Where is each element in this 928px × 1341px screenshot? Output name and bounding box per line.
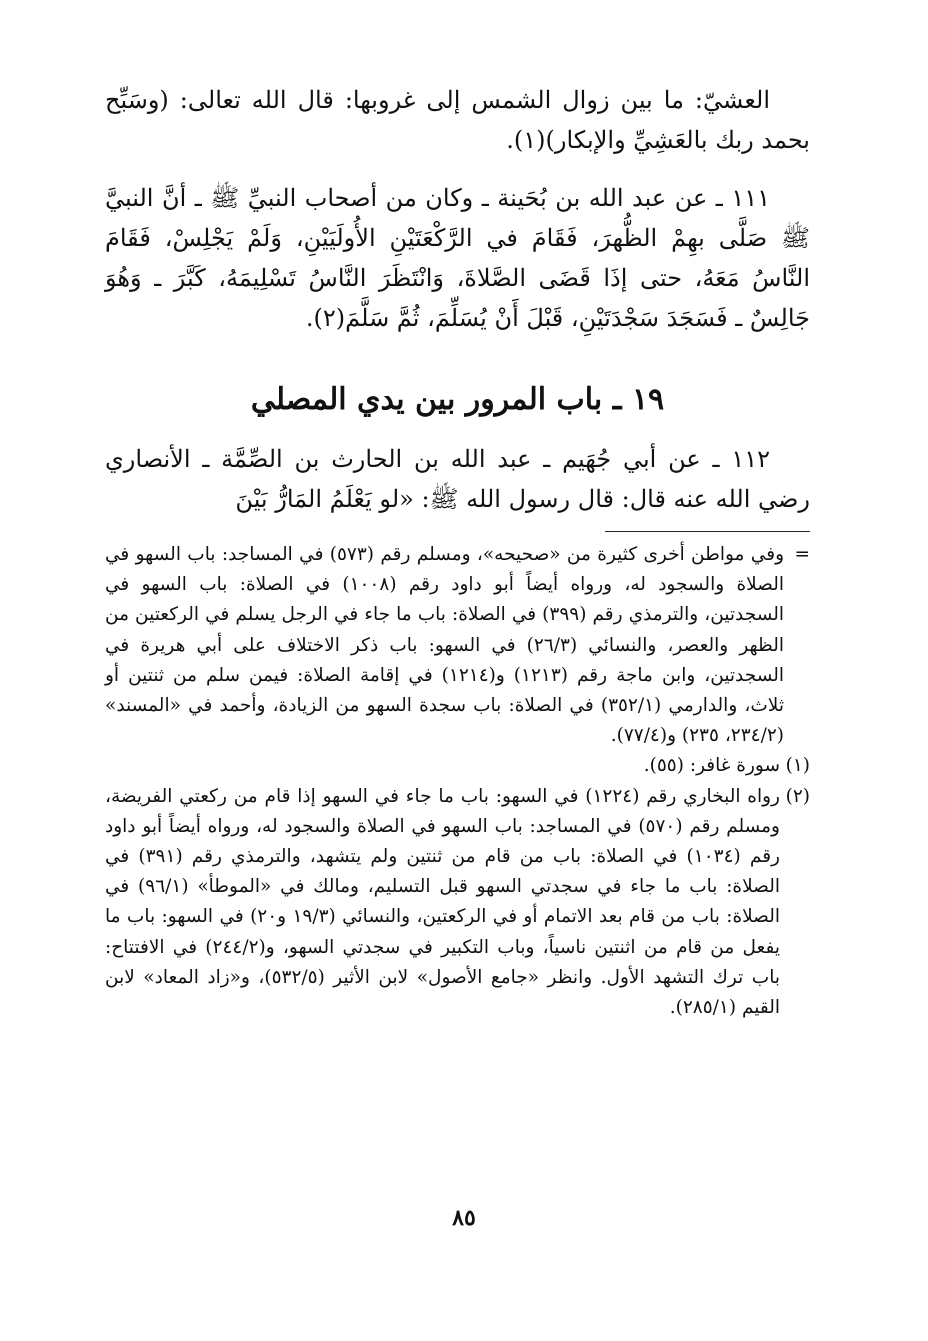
footnotes — [105, 540, 810, 1023]
hadith-111-text: ١١١ ـ عن عبد الله بن بُحَينة ـ وكان من أصحاب النبيِّ ﷺ ـ أنَّ النبيَّ ﷺ صَلَّى بهِمْ الظُّهرَ، فَقَامَ في الرَّكْعَتَيْنِ الأُولَيَيْنِ، وَلَمْ يَجْلِسْ، فَقَامَ النَّاسُ مَعَهُ، حتى إذَا قَضَى الصَّلاةَ، وَانْتَظَرَ النَّاسُ تَسْلِيمَهُ، كَبَّرَ ـ وَهُوَ جَالِسٌ ـ فَسَجَدَ سَجْدَتَيْنِ، قَبْلَ أَنْ يُسَلِّمَ، ثُمَّ سَلَّمَ(٢). — [105, 184, 810, 332]
continuation-mark: = — [794, 544, 810, 565]
footnote-divider — [605, 531, 810, 532]
hadith-112-text: ١١٢ ـ عن أبي جُهَيم ـ عبد الله بن الحارث بن الصِّمَّة ـ الأنصاري رضي الله عنه قال: قال رسول الله ﷺ: «لو يَعْلَمُ المَارُّ بَيْنَ — [105, 445, 810, 513]
footnote-2-text: رواه البخاري رقم (١٢٢٤) في السهو: باب ما جاء في السهو إذا قام من ركعتي الفريضة، ومسلم رقم (٥٧٠) في المساجد: باب السهو في الصلاة والسجود له، ورواه أيضاً أبو داود رقم (١٠٣٤) في الصلاة: باب من قام من ثنتين ولم يتشهد، والترمذي رقم (٣٩١) في الصلاة: باب ما جاء في سجدتي السهو قبل التسليم، ومالك في «الموطأ» (٩٦/١) في الصلاة: باب من قام بعد الاتمام أو في الركعتين، والنسائي (١٩/٣ و٢٠) في السهو: باب ما يفعل من قام من اثنتين ناسياً، وباب التكبير في سجدتي السهو، و(٢٤٤/٢) في الافتتاح: باب ترك التشهد الأول. وانظر «جامع الأصول» لابن الأثير (٥٣٢/٥)، و«زاد المعاد» لابن القيم (٢٨٥/١). — [105, 785, 780, 1019]
hadith-112 — [105, 439, 810, 519]
paragraph-ashi — [105, 80, 810, 160]
footnote-1-text: سورة غافر: (٥٥). — [643, 755, 780, 777]
footnote-2 — [105, 782, 810, 1024]
footnote-continuation — [105, 540, 810, 751]
footnote-continuation-text: وفي مواطن أخرى كثيرة من «صحيحه»، ومسلم رقم (٥٧٣) في المساجد: باب السهو في الصلاة والسجود له، ورواه أيضاً أبو داود رقم (١٠٠٨) في الصلاة: باب السهو في السجدتين، والترمذي رقم (٣٩٩) في الصلاة: باب ما جاء في الرجل يسلم في الركعتين من الظهر والعصر، والنسائي (٢٦/٣) في السهو: باب ذكر الاختلاف على أبي هريرة في السجدتين، وابن ماجة رقم (١٢١٣) و(١٢١٤) في إقامة الصلاة: فيمن سلم من ثنتين أو ثلاث، والدارمي (٣٥٢/١) في الصلاة: باب سجدة السهو من الزيادة، وأحمد في «المسند» (٢٣٤/٢، ٢٣٥) و(٧٧/٤). — [105, 544, 785, 747]
page-number: ٨٥ — [452, 1205, 476, 1231]
page-body — [105, 80, 810, 1023]
footnote-1-number: (١) — [785, 755, 810, 777]
paragraph-ashi-text: العشيّ: ما بين زوال الشمس إلى غروبها: قال الله تعالى: (وسَبِّح بحمد ربك بالعَشِيِّ والإبكار)(١). — [105, 86, 810, 154]
footnote-2-number: (٢) — [785, 785, 810, 807]
hadith-111 — [105, 178, 810, 338]
footnote-1 — [105, 751, 810, 781]
chapter-heading: ١٩ ـ باب المرور بين يدي المصلي — [250, 382, 665, 417]
